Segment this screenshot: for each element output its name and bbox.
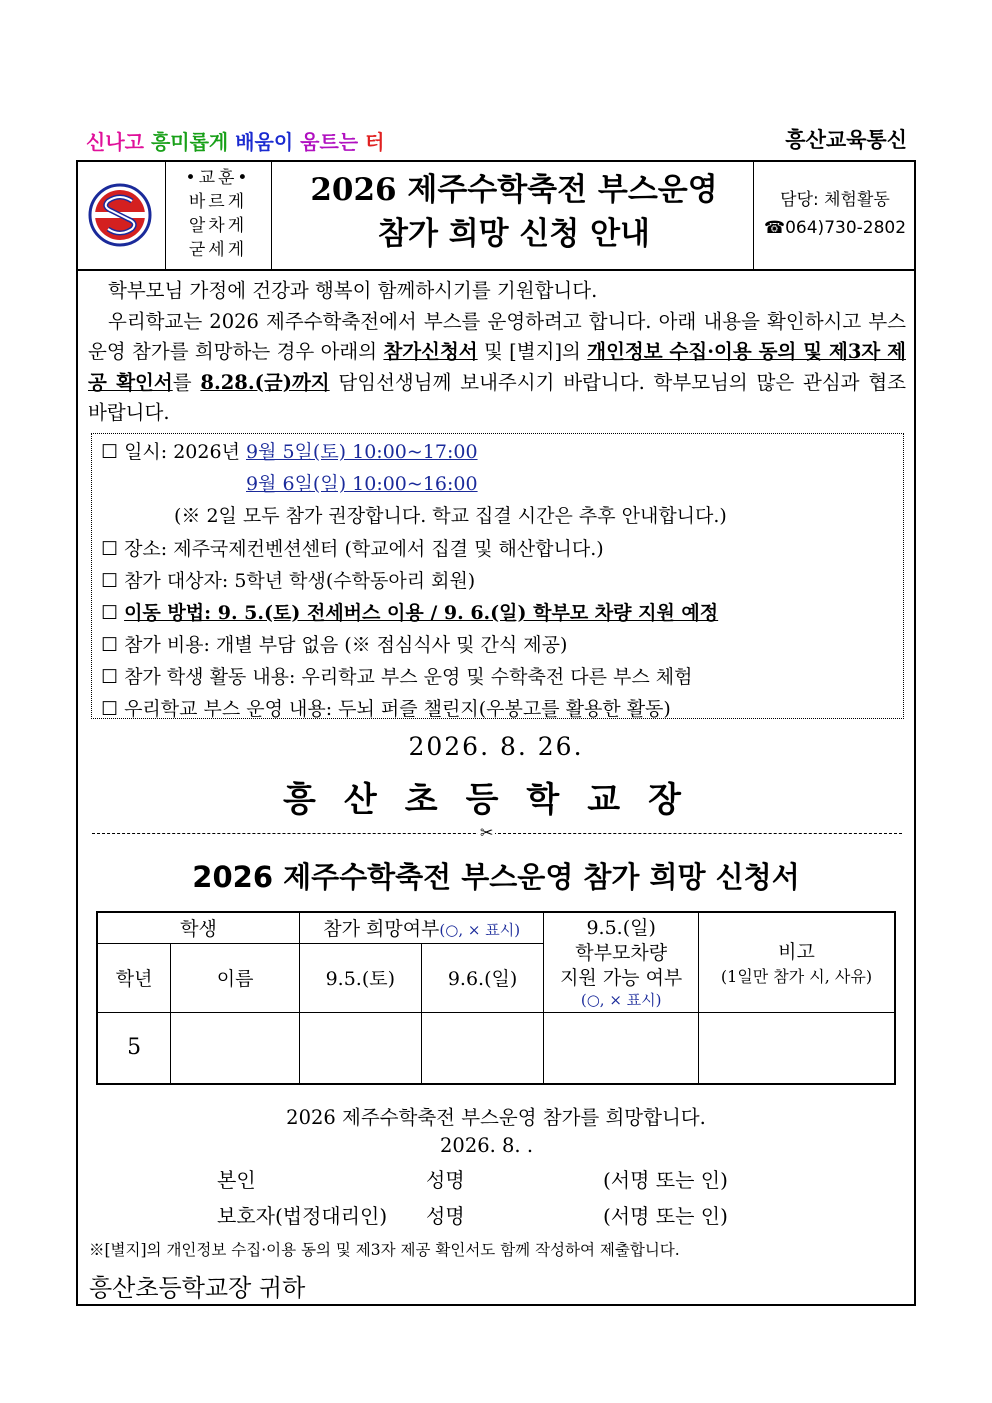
self-sign-label: (서명 또는 인)	[603, 1168, 728, 1192]
principal-name: 흥산초등학교장	[283, 780, 709, 820]
page-title	[280, 168, 748, 256]
header-divider	[165, 160, 166, 271]
detail-activity: ☐ 참가 학생 활동 내용: 우리학교 부스 운영 및 수학축전 다른 부스 체험	[101, 666, 693, 688]
notice-paragraph	[88, 307, 906, 429]
greeting-paragraph: 학부모님 가정에 건강과 행복이 함께하시기를 기원합니다.	[108, 279, 598, 302]
cell-day1[interactable]	[299, 1012, 421, 1084]
slogan-part-1: 신나고	[86, 130, 151, 154]
detail-transport	[101, 598, 718, 625]
detail-date	[101, 437, 478, 464]
header-parent-car-mark: (○, × 표시)	[580, 990, 662, 1009]
notice-text: 담임선생님께 보내주시기 바랍니다. 학부모님의 많은 관심과 협조 바랍니다.	[88, 370, 906, 424]
guardian-sign-label: (서명 또는 인)	[603, 1204, 728, 1228]
notice-text: 및 [별지]의	[477, 340, 588, 363]
header-parent-car-question: 지원 가능 여부	[560, 966, 683, 989]
header-student: 학생	[97, 912, 299, 943]
detail-date-1: 9월 5일(토) 10:00~17:00	[245, 441, 478, 463]
school-motto-heading: •교훈•	[185, 168, 251, 188]
newsletter-name: 흥산교육통신	[785, 128, 907, 152]
detail-cost: ☐ 참가 비용: 개별 부담 없음 (※ 점심식사 및 간식 제공)	[101, 634, 568, 656]
application-form-ref: 참가신청서	[383, 340, 478, 363]
header-wish-label: 참가 희망여부	[323, 918, 440, 941]
cell-parent-car[interactable]	[544, 1012, 699, 1084]
header-remark-label: 비고	[778, 941, 815, 964]
notice-text: 를	[172, 370, 201, 394]
cell-remark[interactable]	[699, 1012, 896, 1084]
header-parent-car	[544, 912, 699, 1012]
header-parent-car-label: 학부모차량	[575, 941, 668, 964]
guardian-name-label: 성명	[426, 1204, 465, 1228]
school-motto-line: 굳세게	[188, 240, 248, 260]
self-name-label: 성명	[426, 1168, 465, 1192]
header-day2: 9.6.(일)	[421, 943, 544, 1012]
cell-day2[interactable]	[421, 1012, 544, 1084]
intro-text	[88, 276, 906, 429]
header-day1: 9.5.(토)	[299, 943, 421, 1012]
self-label: 본인	[217, 1168, 256, 1192]
table-header-row	[97, 912, 895, 943]
header-wish-mark: (○, × 표시)	[439, 921, 521, 940]
slogan-part-2: 흥미롭게	[150, 130, 236, 154]
header-wish	[299, 912, 543, 943]
header-divider	[753, 160, 754, 271]
header-divider	[271, 160, 272, 271]
header-grade: 학년	[97, 943, 171, 1012]
header-parent-car-date: 9.5.(일)	[586, 916, 656, 939]
application-table	[96, 911, 896, 1085]
footnote: ※[별지]의 개인정보 수집·이용 동의 및 제3자 제공 확인서도 함께 작성하여 제출합니다.	[89, 1241, 680, 1259]
detail-date-label: ☐ 일시: 2026년	[101, 441, 246, 463]
checkbox-glyph: ☐	[101, 602, 125, 624]
notice-text: 우리학교는 2026 제주수학축전에서 부스를 운영하려고 합니다. 아래 내용을 확인하시고 부스운영 참가를 희망하는 경우 아래의	[88, 309, 906, 363]
detail-date-2-text: 9월 6일(일) 10:00~16:00	[246, 473, 478, 495]
slogan-part-5: 터	[365, 130, 385, 154]
detail-target: ☐ 참가 대상자: 5학년 학생(수학동아리 회원)	[101, 570, 476, 592]
school-slogan	[86, 126, 384, 155]
slogan-part-4: 움트는	[300, 130, 366, 154]
issue-date: 2026. 8. 26.	[408, 732, 584, 761]
form-title: 2026 제주수학축전 부스운영 참가 희망 신청서	[192, 860, 800, 894]
detail-date-2	[246, 469, 478, 496]
addressee: 흥산초등학교장 귀하	[89, 1274, 306, 1302]
school-motto	[170, 166, 266, 262]
contact-info	[762, 186, 908, 242]
school-motto-line: 알차게	[188, 216, 248, 236]
header-remark	[699, 912, 896, 1012]
table-row	[97, 1012, 895, 1084]
detail-date-note: (※ 2일 모두 참가 권장합니다. 학교 집결 시간은 추후 안내합니다.)	[174, 505, 727, 527]
scissors-icon: ✂	[480, 823, 494, 842]
cell-grade: 5	[97, 1012, 171, 1084]
header-name: 이름	[171, 943, 300, 1012]
contact-person: 담당: 체험활동	[780, 190, 890, 210]
contact-phone: ☎064)730-2802	[763, 218, 907, 238]
cut-line	[92, 833, 902, 834]
school-motto-line: 바르게	[188, 192, 248, 212]
slogan-part-3: 배움이	[235, 130, 301, 154]
header-remark-note: (1일만 참가 시, 사유)	[720, 967, 873, 987]
confirm-text: 2026 제주수학축전 부스운영 참가를 희망합니다.	[286, 1106, 706, 1129]
title-line-2: 참가 희망 신청 안내	[378, 216, 650, 252]
guardian-label: 보호자(법정대리인)	[217, 1204, 388, 1228]
detail-transport-text: 이동 방법: 9. 5.(토) 전세버스 이용 / 9. 6.(일) 학부모 차량 지원 예정	[124, 602, 719, 624]
detail-booth: ☐ 우리학교 부스 운영 내용: 두뇌 퍼즐 챌린지(우봉고를 활용한 활동)	[101, 698, 671, 720]
consent-form-ref: 개인정보 수집·이용 동의 및 제3자 제공 확인서	[88, 340, 906, 394]
detail-place: ☐ 장소: 제주국제컨벤션센터 (학교에서 집결 및 해산합니다.)	[101, 538, 604, 560]
cell-name[interactable]	[171, 1012, 300, 1084]
confirm-date: 2026. 8. .	[440, 1134, 534, 1157]
deadline: 8.28.(금)까지	[200, 370, 330, 394]
title-line-1: 2026 제주수학축전 부스운영	[310, 172, 718, 208]
school-logo-icon	[88, 183, 152, 247]
